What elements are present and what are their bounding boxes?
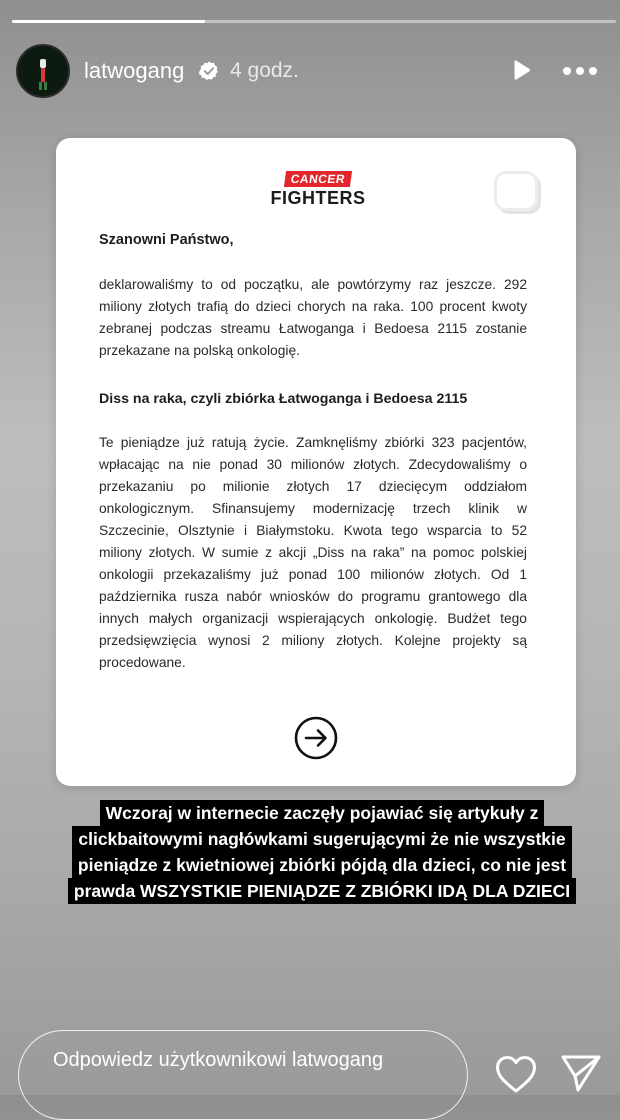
letter-greeting: Szanowni Państwo, — [99, 232, 234, 248]
post-card[interactable] — [56, 138, 576, 786]
story-progress-fill — [12, 20, 205, 23]
logo-bottom-text: FIGHTERS — [270, 188, 366, 208]
send-icon[interactable] — [559, 1052, 603, 1094]
more-icon[interactable] — [562, 66, 598, 76]
reply-input[interactable]: Odpowiedz użytkownikowi latwogang — [18, 1030, 468, 1120]
story-header — [16, 44, 606, 100]
letter-paragraph-1: deklarowaliśmy to od początku, ale powtórzymy raz jeszcze. 292 miliony złotych trafią do dzieci chorych na raka. 100 procent kwoty zebranej podczas streamu Łatwoganga i Bedoesa 2115 zostanie przekazane na polską onkologię. — [99, 277, 527, 358]
heart-icon[interactable] — [494, 1054, 538, 1094]
arrow-right-icon[interactable] — [293, 715, 339, 761]
letter-section-title: Diss na raka, czyli zbiórka Łatwoganga i Bedoesa 2115 — [99, 391, 468, 407]
cancer-fighters-logo — [269, 171, 367, 207]
caption-line: Wczoraj w internecie zaczęły pojawiać się artykuły z — [100, 800, 545, 826]
play-icon[interactable] — [508, 58, 534, 84]
verified-badge-icon — [198, 60, 220, 82]
story-caption — [34, 800, 610, 904]
username[interactable]: latwogang — [84, 58, 185, 83]
story-progress-bar — [12, 20, 616, 23]
letter-paragraph-2: Te pieniądze już ratują życie. Zamknęliśmy zbiórki 323 pacjentów, wpłacając na nie ponad 30 milionów złotych. Zdecydowaliśmy o przekazaniu po milionie złotych 17 dziecięcym oddziałom onkologicznym. Sfinansujemy modernizację trzech klinik w Szczecinie, Olsztynie i Białymstoku. Kwota tego wsparcia to 52 miliony złotych. W sumie z akcji „Diss na raka” na pomoc polskiej onkologii przekazaliśmy już ponad 100 milionów złotych. Od 1 października rusza nabór wniosków do programu grantowego dla innych małych organizacji wspierających onkologię. Budżet tego przedsięwzięcia wynosi 2 miliony złotych. Kolejne projekty są procedowane. — [99, 435, 527, 670]
caption-line: pieniądze z kwietniowej zbiórki pójdą dla dzieci, co nie jest — [72, 852, 572, 878]
avatar[interactable] — [16, 44, 70, 98]
sticker-icon — [494, 171, 538, 211]
caption-line: prawda WSZYSTKIE PIENIĄDZE Z ZBIÓRKI IDĄ DLA DZIECI — [68, 878, 576, 904]
caption-line: clickbaitowymi nagłówkami sugerującymi że nie wszystkie — [72, 826, 571, 852]
logo-top-text: CANCER — [284, 171, 352, 187]
post-time: 4 godz. — [230, 59, 299, 82]
